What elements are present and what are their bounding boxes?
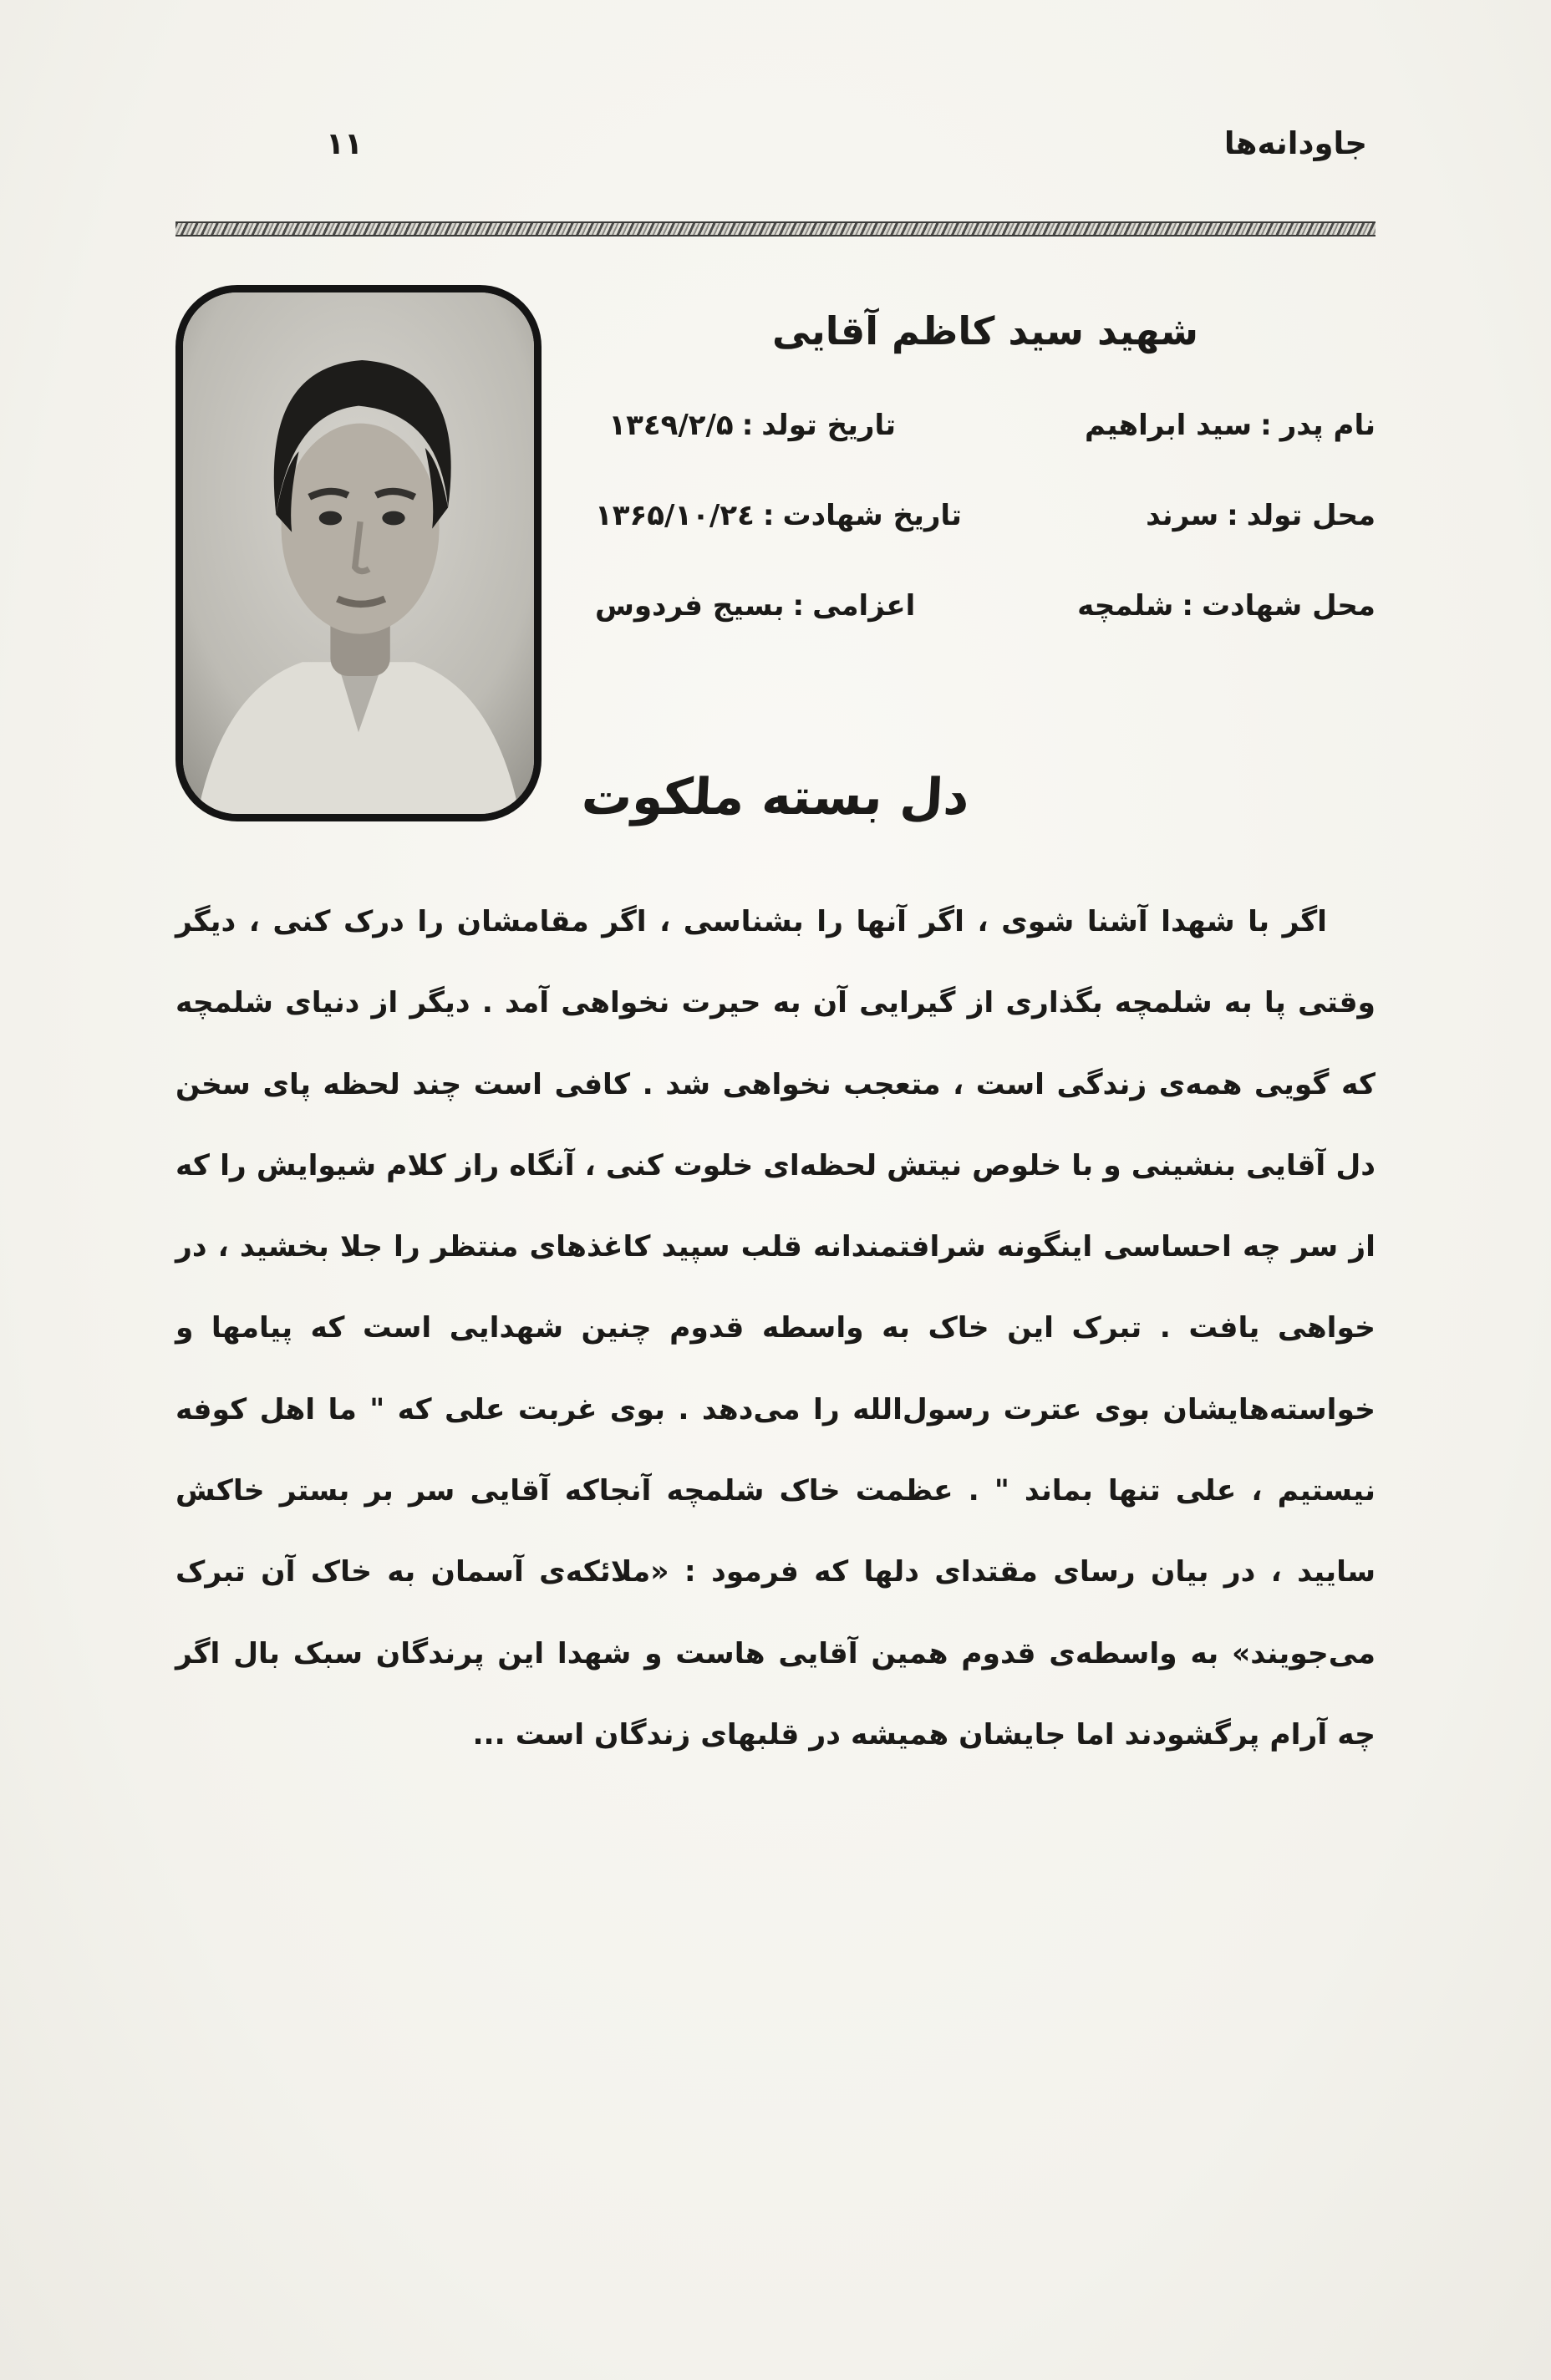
field-value: سرند: [1146, 499, 1219, 532]
field-label: محل تولد: [1246, 499, 1376, 532]
field-martyrdom-date: [595, 499, 962, 532]
field-martyrdom-place: [1077, 589, 1376, 623]
portrait-placeholder-image: [183, 292, 534, 814]
info-row: [595, 589, 1376, 623]
martyr-info-column: [595, 285, 1376, 821]
martyr-photo: [175, 285, 542, 821]
field-label: محل شهادت: [1201, 589, 1376, 623]
eulogy-paragraph: اگر با شهدا آشنا شوی ، اگر آنها را بشناسی ، اگر مقامشان را درک کنی ، دیگر وقتی پا به شلمچه بگذاری از گیرایی آن به حیرت نخواهی آمد . دیگر از دنیای شلمچه که گویی همه‌ی زندگی است ، متعجب نخواهی شد . کافی است چند لحظه پای سخن دل آقایی بنشینی و با خلوص نیتش لحظه‌ای خلوت کنی ، آنگاه راز کلام شیوایش را که از سر چه احساسی اینگونه شرافتمندانه قلب سپید کاغذهای منتظر را جلا بخشید ، در خواهی یافت . تبرک این خاک به واسطه قدوم چنین شهدایی است که پیامها و خواسته‌هایشان بوی عترت رسول‌الله را می‌دهد . بوی غربت علی که " ما اهل کوفه نیستیم ، علی تنها بماند " . عظمت خاک شلمچه آنجاکه آقایی سر بر بستر خاکش سایید ، در بیان رسای مقتدای دلها که فرمود : «ملائکه‌ی آسمان به خاک آن تبرک می‌جویند» به واسطه‌ی قدوم همین آقایی هاست و شهدا این پرندگان سبک بال اگر چه آرام پرگشودند اما جایشان همیشه در قلبهای زندگان است ...: [175, 905, 1376, 1752]
field-separator: :: [792, 589, 805, 623]
field-value: شلمچه: [1077, 589, 1174, 623]
info-row: [595, 409, 1376, 442]
field-value: سید ابراهیم: [1084, 409, 1253, 442]
field-dispatch-unit: [595, 589, 915, 623]
field-label: نام پدر: [1279, 409, 1376, 442]
section-heading: دل بسته ملکوت: [580, 768, 971, 826]
field-separator: :: [1182, 589, 1193, 623]
book-title: جاودانه‌ها: [1223, 125, 1367, 161]
field-separator: :: [741, 409, 754, 442]
info-row: [595, 499, 1376, 532]
field-separator: :: [1227, 499, 1238, 532]
field-birth-date: [595, 409, 896, 442]
field-label: تاریخ تولد: [761, 409, 896, 442]
field-value: بسیج فردوس: [595, 589, 785, 623]
field-label: تاریخ شهادت: [782, 499, 962, 532]
field-label: اعزامی: [812, 589, 916, 623]
martyr-name-title: شهید سید کاظم آقایی: [772, 308, 1198, 353]
field-value: ۱۳٤۹/۲/۵: [608, 409, 734, 442]
field-value: ۱۳۶۵/۱۰/۲٤: [595, 499, 755, 532]
field-birth-place: [1146, 499, 1376, 532]
field-separator: :: [1260, 409, 1272, 442]
decorative-rule: [175, 221, 1376, 236]
running-header: [175, 125, 1376, 161]
field-separator: :: [762, 499, 775, 532]
eulogy-text: [175, 882, 1376, 1776]
page-number: ۱۱: [326, 127, 363, 161]
field-father-name: [1085, 409, 1376, 442]
martyr-profile-section: [175, 285, 1376, 821]
